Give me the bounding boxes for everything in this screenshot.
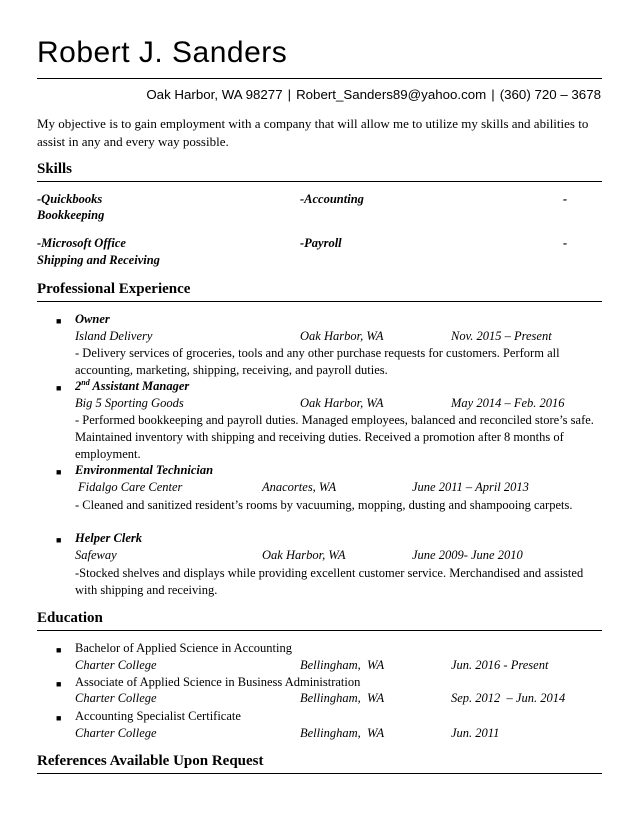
job-location: Oak Harbor, WA [300, 329, 384, 343]
skill-item: -Accounting [300, 192, 364, 206]
school-location: Bellingham, WA [300, 691, 385, 705]
bullet-icon: ■ [56, 316, 62, 326]
school-location: Bellingham, WA [300, 726, 385, 740]
degree: Associate of Applied Science in Business Administration [75, 675, 361, 689]
job-dates: June 2009- June 2010 [412, 548, 523, 562]
bullet-icon: ■ [56, 713, 62, 723]
job-description: - Cleaned and sanitized resident’s rooms by vacuuming, mopping, dusting and shampooing carpets. [75, 498, 573, 512]
objective-text: My objective is to gain employment with a company that will allow me to utilize my skills and abilities to assist in any and every way possible. [37, 116, 589, 149]
job-dates: June 2011 – April 2013 [412, 480, 529, 494]
job-description: -Stocked shelves and displays while providing excellent customer service. Merchandised and assisted with shipping and receiving. [75, 566, 584, 597]
job-description: - Performed bookkeeping and payroll duties. Managed employees, balanced and reconciled store’s safe. Maintained inventory with shipping and receiving duties. Received a promotion after 8 months of employment. [75, 413, 594, 461]
skill-item: - [563, 236, 568, 250]
job-dates: Nov. 2015 – Present [451, 329, 552, 343]
references-heading: References Available Upon Request [37, 753, 264, 769]
skill-item: Shipping and Receiving [37, 253, 160, 267]
skill-item: Bookkeeping [37, 208, 105, 222]
job-title: Helper Clerk [75, 531, 143, 545]
bullet-icon: ■ [56, 679, 62, 689]
degree: Bachelor of Applied Science in Accounting [75, 641, 292, 655]
job-location: Oak Harbor, WA [262, 548, 346, 562]
education-dates: Sep. 2012 – Jun. 2014 [451, 691, 566, 705]
contact-email: Robert_Sanders89@yahoo.com [296, 87, 487, 102]
school: Charter College [75, 658, 157, 672]
skill-item: -Microsoft Office [37, 236, 126, 250]
skill-item: - [563, 192, 568, 206]
job-company: Island Delivery [75, 329, 153, 343]
job-title: 2nd Assistant Manager [75, 377, 190, 393]
job-location: Oak Harbor, WA [300, 396, 384, 410]
header-divider [37, 78, 602, 79]
education-heading: Education [37, 610, 103, 626]
contact-separator: | [491, 87, 495, 102]
experience-divider [37, 301, 602, 302]
job-company: Fidalgo Care Center [78, 480, 183, 494]
skill-item: -Payroll [300, 236, 342, 250]
job-title: Environmental Technician [75, 463, 214, 477]
bullet-icon: ■ [56, 645, 62, 655]
job-company: Safeway [75, 548, 117, 562]
references-divider [37, 773, 602, 774]
contact-line [146, 87, 601, 102]
skills-heading: Skills [37, 161, 73, 177]
bullet-icon: ■ [56, 467, 62, 477]
education-divider [37, 630, 602, 631]
bullet-icon: ■ [56, 383, 62, 393]
job-location: Anacortes, WA [262, 480, 337, 494]
contact-separator: | [287, 87, 292, 102]
degree: Accounting Specialist Certificate [75, 709, 241, 723]
education-dates: Jun. 2011 [451, 726, 500, 740]
job-description: - Delivery services of groceries, tools and any other purchase requests for customers. Perform all accounting, marketing, shipping, receiving, and payroll duties. [75, 346, 560, 377]
education-dates: Jun. 2016 - Present [451, 658, 549, 672]
contact-phone: (360) 720 – 3678 [499, 87, 601, 102]
school-location: Bellingham, WA [300, 658, 385, 672]
school: Charter College [75, 726, 157, 740]
job-dates: May 2014 – Feb. 2016 [451, 396, 565, 410]
skill-item: -Quickbooks [37, 192, 103, 206]
school: Charter College [75, 691, 157, 705]
contact-location: Oak Harbor, WA 98277 [146, 87, 283, 102]
skills-divider [37, 181, 602, 182]
bullet-icon: ■ [56, 535, 62, 545]
page-title: Robert J. Sanders [37, 36, 288, 69]
job-company: Big 5 Sporting Goods [75, 396, 184, 410]
experience-heading: Professional Experience [37, 281, 191, 297]
job-title: Owner [75, 312, 110, 326]
